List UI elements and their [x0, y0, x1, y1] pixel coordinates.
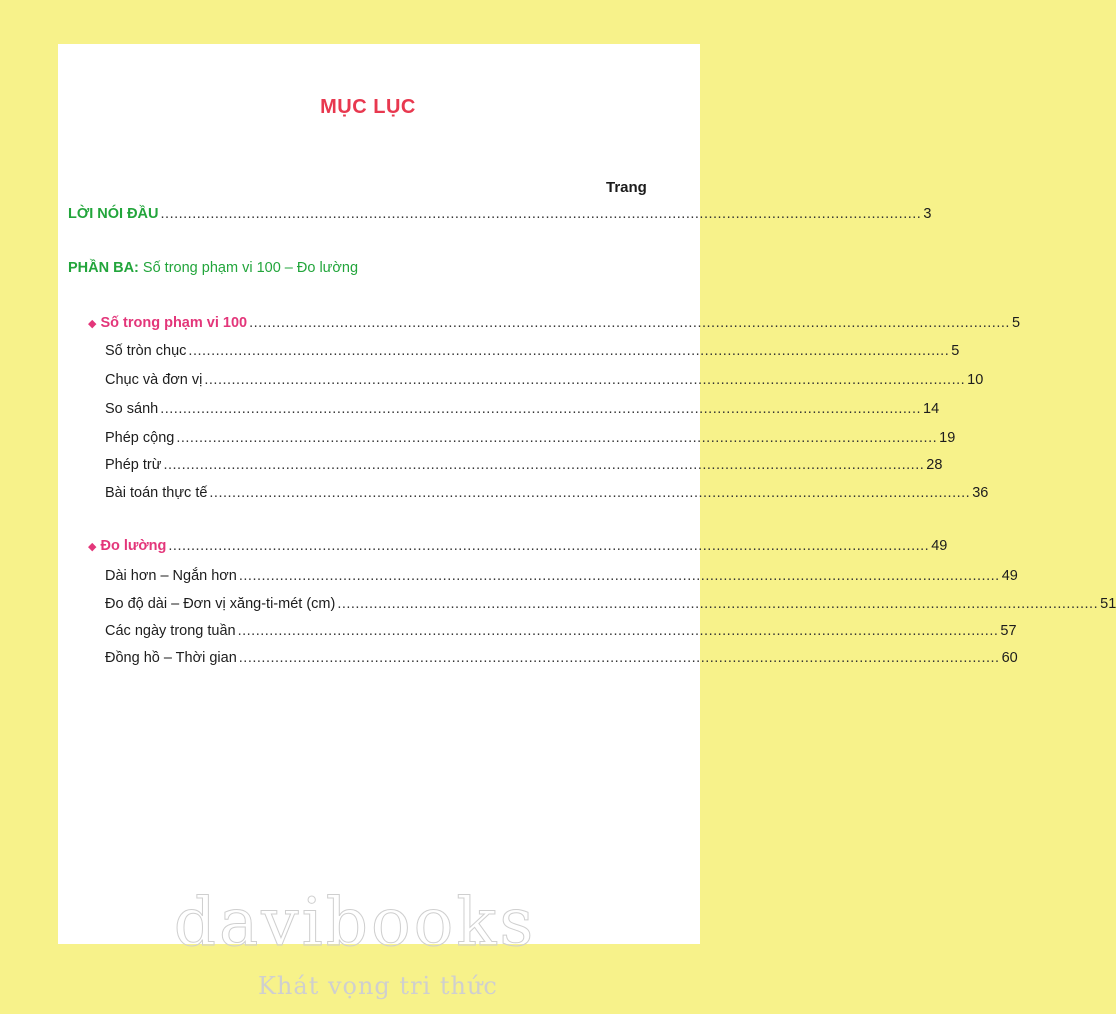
toc-item[interactable]: [105, 568, 1018, 588]
leader-dots: ........................................................................................................................................................................: [168, 538, 930, 554]
diamond-bullet-icon: ◆: [88, 541, 97, 553]
watermark-tagline: Khát vọng tri thức: [258, 972, 498, 1000]
toc-entry-page: 3: [923, 206, 932, 222]
part-prefix: PHẦN BA:: [68, 260, 139, 276]
toc-item-page: 14: [923, 401, 940, 417]
toc-item-page: 19: [939, 430, 956, 446]
diamond-bullet-icon: ◆: [88, 318, 97, 330]
toc-item[interactable]: [105, 401, 940, 421]
toc-item-page: 57: [1000, 623, 1017, 639]
part-heading: [68, 260, 358, 276]
leader-dots: ........................................................................................................................................................................: [209, 485, 971, 501]
leader-dots: ........................................................................................................................................................................: [160, 401, 922, 417]
toc-section-page: 49: [931, 538, 948, 554]
toc-item-page: 60: [1001, 650, 1018, 666]
leader-dots: ........................................................................................................................................................................: [337, 596, 1099, 612]
leader-dots: ........................................................................................................................................................................: [160, 206, 922, 222]
toc-item-label: Dài hơn – Ngắn hơn: [105, 568, 237, 584]
leader-dots: ........................................................................................................................................................................: [188, 343, 950, 359]
leader-dots: ........................................................................................................................................................................: [238, 568, 1000, 584]
toc-item-page: 10: [967, 372, 984, 388]
toc-item[interactable]: [105, 650, 1018, 670]
leader-dots: ........................................................................................................................................................................: [204, 372, 966, 388]
toc-item[interactable]: [105, 343, 960, 363]
toc-item-label: Số tròn chục: [105, 343, 187, 359]
toc-item-label: Bài toán thực tế: [105, 485, 208, 501]
page-column-label: Trang: [606, 179, 647, 196]
toc-section-label: Số trong phạm vi 100: [100, 315, 248, 331]
toc-item-label: Phép trừ: [105, 457, 162, 473]
toc-item-page: 49: [1001, 568, 1018, 584]
toc-item-label: Đồng hồ – Thời gian: [105, 650, 237, 666]
toc-item-page: 5: [951, 343, 960, 359]
toc-item[interactable]: [105, 623, 1017, 643]
part-title: Số trong phạm vi 100 – Đo lường: [142, 260, 359, 276]
toc-item-label: So sánh: [105, 401, 159, 417]
leader-dots: ........................................................................................................................................................................: [238, 650, 1000, 666]
toc-item-label: Phép cộng: [105, 430, 175, 446]
toc-page: [58, 44, 1116, 944]
leader-dots: ........................................................................................................................................................................: [163, 457, 925, 473]
toc-item-label: Đo độ dài – Đơn vị xăng-ti-mét (cm): [105, 596, 336, 612]
leader-dots: ........................................................................................................................................................................: [249, 315, 1010, 331]
toc-item[interactable]: [105, 372, 984, 392]
toc-item-label: Chục và đơn vị: [105, 372, 203, 388]
toc-item[interactable]: [105, 430, 956, 450]
toc-entry-label: LỜI NÓI ĐẦU: [68, 206, 159, 222]
toc-entry-preface[interactable]: [68, 206, 932, 226]
watermark-brand: davibooks: [173, 884, 537, 961]
toc-section-page: 5: [1011, 315, 1021, 331]
toc-section[interactable]: [88, 538, 948, 558]
leader-dots: ........................................................................................................................................................................: [176, 430, 938, 446]
toc-item[interactable]: [105, 485, 989, 505]
toc-item[interactable]: [105, 596, 1116, 616]
toc-item-label: Các ngày trong tuần: [105, 623, 236, 639]
toc-item-page: 28: [926, 457, 943, 473]
leader-dots: ........................................................................................................................................................................: [237, 623, 999, 639]
toc-item-page: 36: [972, 485, 989, 501]
toc-section[interactable]: [88, 315, 1021, 335]
toc-section-label: Đo lường: [100, 538, 167, 554]
toc-item[interactable]: [105, 457, 943, 477]
toc-item-page: 51: [1100, 596, 1116, 612]
page-title: MỤC LỤC: [320, 96, 416, 118]
